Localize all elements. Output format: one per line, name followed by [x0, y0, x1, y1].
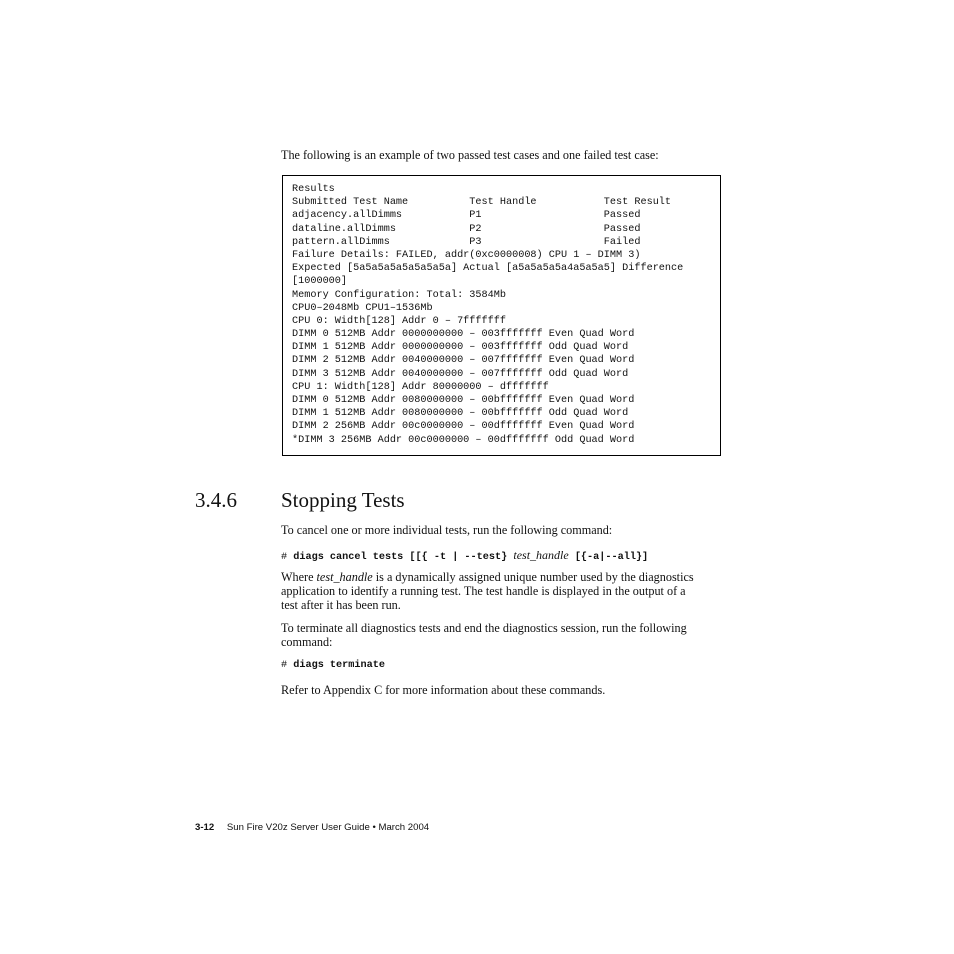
- code-line: DIMM 1 512MB Addr 0080000000 – 00bfffffff Odd Quad Word: [292, 408, 629, 420]
- code-line: DIMM 2 512MB Addr 0040000000 – 007fffffff Even Quad Word: [292, 355, 635, 367]
- code-line: DIMM 1 512MB Addr 0000000000 – 003fffffff Odd Quad Word: [292, 342, 629, 354]
- code-line: Memory Configuration: Total: 3584Mb: [292, 289, 506, 301]
- code-line: [1000000]: [292, 276, 348, 288]
- command-argument: test_handle: [513, 548, 569, 562]
- code-line: DIMM 2 256MB Addr 00c0000000 – 00dfffffff Even Quad Word: [292, 421, 635, 433]
- code-line: DIMM 0 512MB Addr 0000000000 – 003fffffff Even Quad Word: [292, 329, 635, 341]
- refer-paragraph: Refer to Appendix C for more information about these commands.: [281, 683, 606, 697]
- code-line: dataline.allDimms P2 Passed: [292, 223, 641, 235]
- code-line: adjacency.allDimms P1 Passed: [292, 210, 641, 222]
- intro-paragraph: The following is an example of two passed test cases and one failed test case:: [281, 148, 659, 162]
- code-line: Submitted Test Name Test Handle Test Result: [292, 197, 672, 209]
- command-prompt: #: [281, 552, 288, 563]
- where-line-2: application to identify a running test. The test handle is displayed in the output of a: [281, 584, 686, 598]
- terminate-line-1: To terminate all diagnostics tests and end the diagnostics session, run the following: [281, 621, 687, 635]
- cancel-instruction: To cancel one or more individual tests, run the following command:: [281, 523, 613, 537]
- command-prompt: #: [281, 660, 288, 671]
- where-prefix: Where: [281, 570, 317, 584]
- code-line: CPU0–2048Mb CPU1–1536Mb: [292, 302, 433, 314]
- book-title: Sun Fire V20z Server User Guide: [226, 822, 370, 833]
- code-line: DIMM 0 512MB Addr 0080000000 – 00bfffffff Even Quad Word: [292, 395, 635, 406]
- code-line: Failure Details: FAILED, addr(0xc0000008) CPU 1 – DIMM 3): [292, 249, 641, 261]
- command-text: diags terminate: [293, 660, 385, 671]
- terminate-command: [281, 660, 385, 671]
- footer-separator: •: [372, 822, 376, 833]
- where-paragraph: [281, 570, 721, 612]
- code-line: Expected [5a5a5a5a5a5a5a5a] Actual [a5a5a5a5a4a5a5a5] Difference: [292, 263, 684, 275]
- where-line-1: [281, 570, 721, 584]
- code-line: CPU 1: Width[128] Addr 80000000 – dfffffff: [292, 381, 549, 393]
- terminate-paragraph: [281, 621, 721, 649]
- page-number: 3-12: [195, 822, 215, 833]
- code-line: DIMM 3 512MB Addr 0040000000 – 007fffffff Odd Quad Word: [292, 368, 629, 380]
- command-options: [{-a|--all}]: [574, 552, 649, 563]
- where-term: test_handle: [316, 570, 373, 584]
- where-line-3: test after it has been run.: [281, 598, 401, 612]
- code-line: pattern.allDimms P3 Failed: [292, 236, 641, 248]
- page-footer: [195, 822, 429, 833]
- section-number: 3.4.6: [195, 488, 237, 512]
- code-line: CPU 0: Width[128] Addr 0 – 7fffffff: [292, 315, 506, 327]
- cancel-command: [281, 548, 648, 563]
- footer-date: March 2004: [378, 822, 430, 833]
- code-line: *DIMM 3 256MB Addr 00c0000000 – 00dfffffff Odd Quad Word: [292, 434, 635, 446]
- terminate-line-2: command:: [281, 635, 333, 649]
- where-line-1-rest: is a dynamically assigned unique number used by the diagnostics: [372, 570, 694, 584]
- code-line: Results: [292, 184, 335, 195]
- command-text: diags cancel tests [[{ -t | --test}: [293, 552, 508, 563]
- section-title: Stopping Tests: [281, 488, 405, 512]
- code-example-box: [282, 175, 721, 456]
